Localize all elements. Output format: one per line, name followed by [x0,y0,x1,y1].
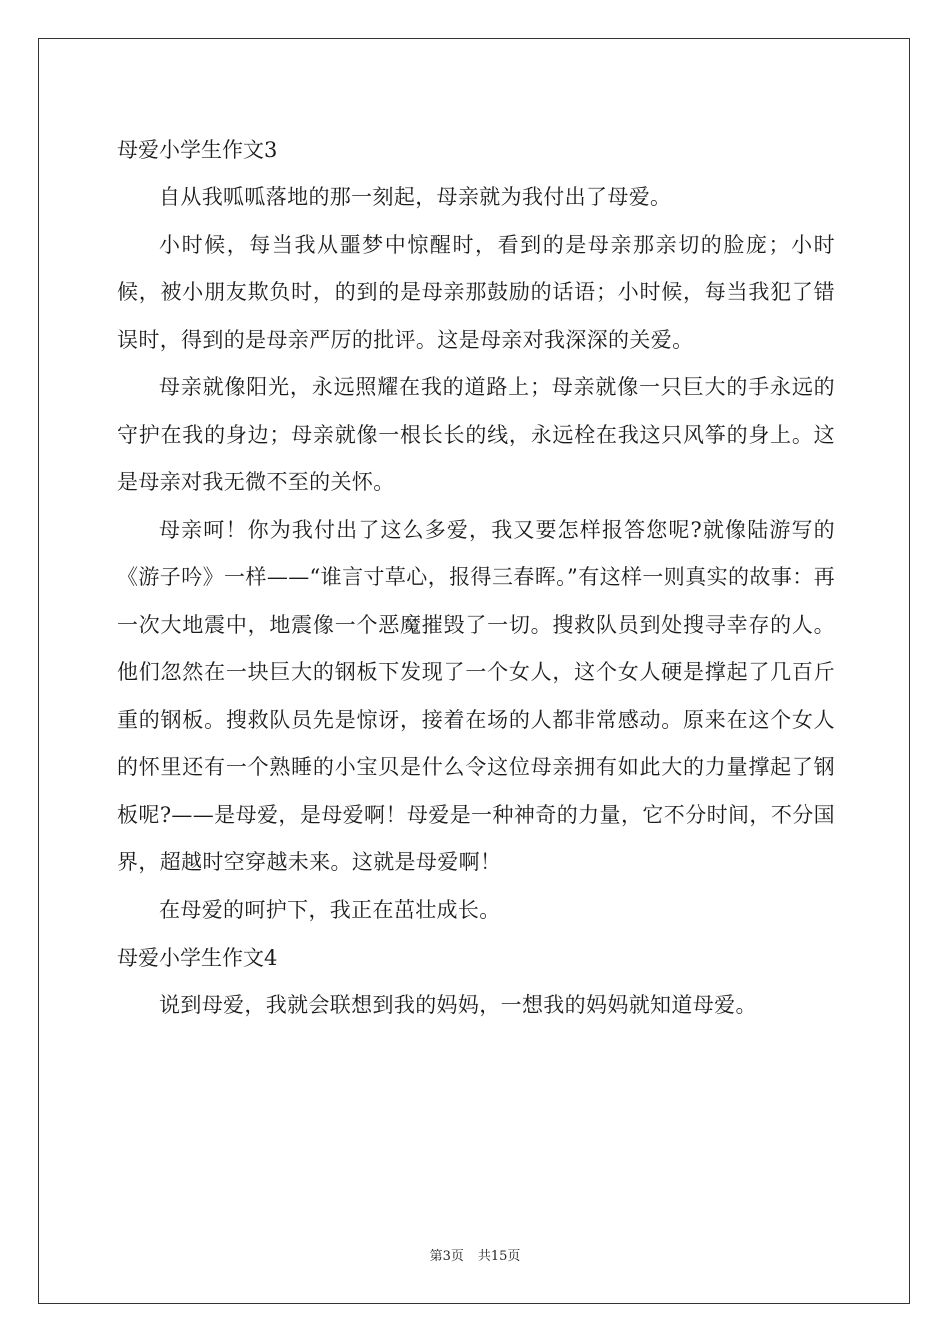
paragraph: 母亲呵！你为我付出了这么多爱，我又要怎样报答您呢?就像陆游写的《游子吟》一样——“谁言寸草心，报得三春晖。”有这样一则真实的故事：再一次大地震中，地震像一个恶魔摧毁了一切。搜救队员到处搜寻幸存的人。他们忽然在一块巨大的钢板下发现了一个女人，这个女人硬是撑起了几百斤重的钢板。搜救队员先是惊讶，接着在场的人都非常感动。原来在这个女人的怀里还有一个熟睡的小宝贝是什么令这位母亲拥有如此大的力量撑起了钢板呢?——是母爱，是母爱啊！母爱是一种神奇的力量，它不分时间，不分国界，超越时空穿越未来。这就是母爱啊！ [117,517,835,874]
section-title: 母爱小学生作文4 [117,946,278,970]
paragraph: 小时候，每当我从噩梦中惊醒时，看到的是母亲那亲切的脸庞；小时候，被小朋友欺负时，的到的是母亲那鼓励的话语；小时候，每当我犯了错误时，得到的是母亲严厉的批评。这是母亲对我深深的关爱。 [117,232,835,352]
document-body [117,126,835,1030]
page-footer [0,1248,950,1266]
page-number: 第3页 [429,1249,464,1264]
paragraph: 在母爱的呵护下，我正在茁壮成长。 [159,897,501,922]
paragraph: 母亲就像阳光，永远照耀在我的道路上；母亲就像一只巨大的手永远的守护在我的身边；母亲就像一根长长的线，永远栓在我这只风筝的身上。这是母亲对我无微不至的关怀。 [117,375,835,494]
section-title: 母爱小学生作文3 [117,138,278,162]
paragraph: 说到母爱，我就会联想到我的妈妈，一想我的妈妈就知道母爱。 [159,993,757,1017]
paragraph: 自从我呱呱落地的那一刻起，母亲就为我付出了母爱。 [159,185,672,209]
page-total: 共15页 [477,1249,521,1264]
